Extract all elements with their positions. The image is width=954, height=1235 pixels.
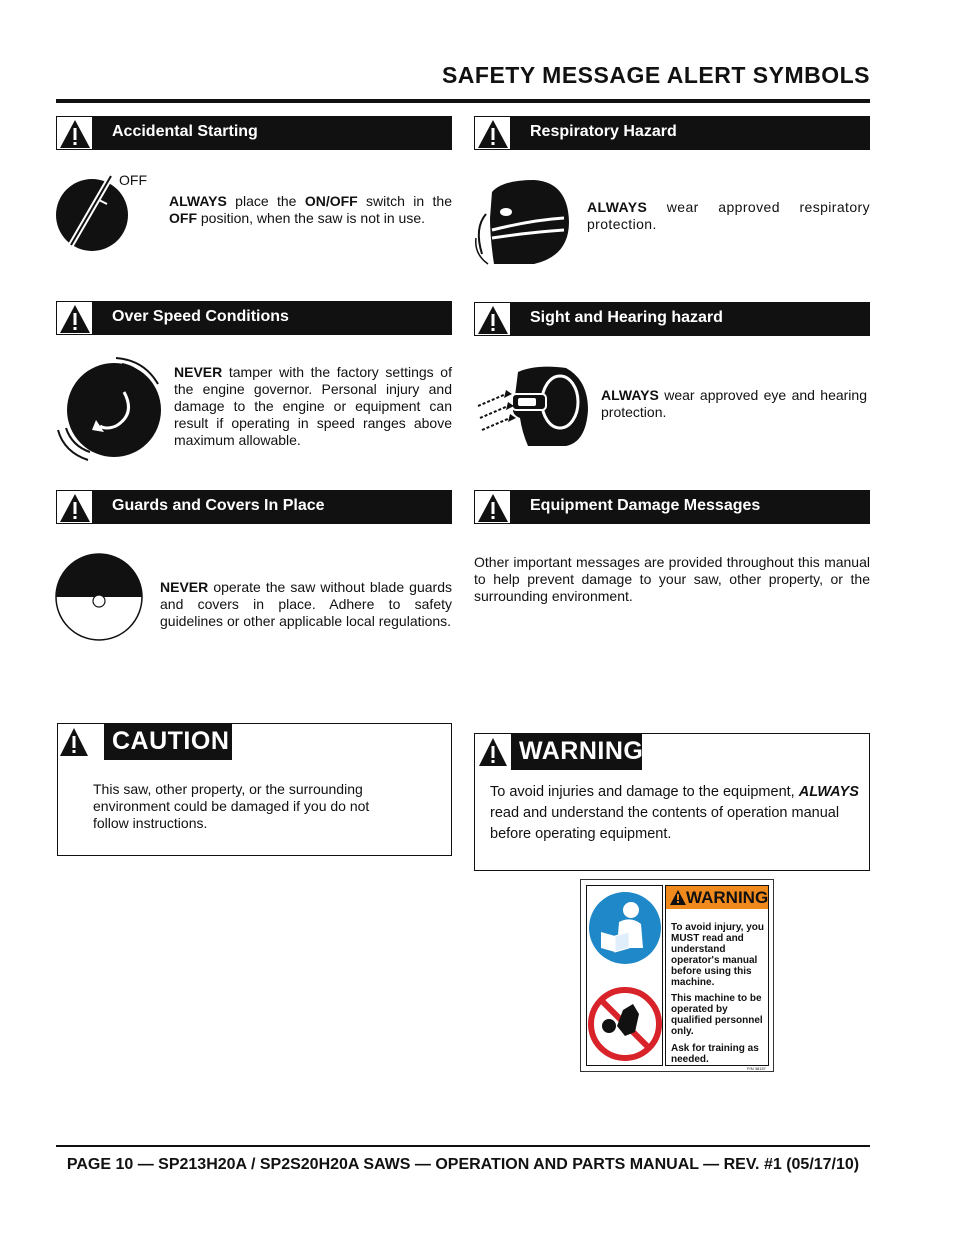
section-title: Sight and Hearing hazard [530,309,723,326]
decal-line2: This machine to be operated by qualified personnel only. [671,993,763,1037]
text-part: switch in the [357,193,452,209]
alert-triangle-icon [474,116,511,150]
caution-signal-bar [58,724,232,760]
warning-text [490,782,864,845]
sight-hearing-text [601,387,867,421]
alert-triangle-icon [56,116,93,150]
respirator-icon [472,178,572,266]
decal-alert-icon [669,889,687,906]
decal-line3: Ask for training as needed. [671,1043,759,1065]
lead-word: NEVER [174,364,223,380]
section-bar-guards-covers [56,490,452,524]
lead-word: NEVER [160,579,209,595]
text-part: tamper with the factory settings of the engine governor. Personal injury and damage to the engine or equipment can result if operating in speed ranges above maximum allowable. [174,364,452,448]
bold-part: OFF [169,210,197,226]
accidental-starting-text [169,193,452,227]
decal-part-number: P/N 38157 [747,1066,766,1071]
text-part: wear approved eye and hearing protection. [601,387,867,420]
section-title: Equipment Damage Messages [530,497,761,514]
caution-word: CAUTION [112,727,230,755]
equipment-damage-text: Other important messages are provided throughout this manual to help prevent damage to your saw, other property, or the surrounding environment. [474,554,870,604]
text-part: position, when the saw is not in use. [197,210,426,226]
alert-triangle-icon [56,490,93,524]
warning-word: WARNING [519,737,644,765]
respiratory-text [587,199,870,233]
section-title: Respiratory Hazard [530,123,677,140]
warning-signal-bar [475,734,642,770]
over-speed-text [174,364,452,449]
section-bar-respiratory-hazard [474,116,870,150]
section-bar-over-speed [56,301,452,335]
lead-word: ALWAYS [601,387,659,403]
page-footer: PAGE 10 — SP213H20A / SP2S20H20A SAWS — OPERATION AND PARTS MANUAL — REV. #1 (05/17/10) [66,1156,860,1173]
title-rule [56,99,870,103]
alert-triangle-icon [475,734,511,770]
section-bar-sight-hearing [474,302,870,336]
decal-line1: To avoid injury, you MUST read and understand operator's manual before using this machine. [671,922,764,988]
off-switch-icon [55,170,165,254]
lead-word: ALWAYS [169,193,227,209]
goggles-earmuff-icon [470,364,594,450]
footer-rule [56,1145,870,1147]
page-title: SAFETY MESSAGE ALERT SYMBOLS [441,62,870,88]
lead-word: ALWAYS [587,199,648,215]
text-part: place the [226,193,305,209]
text-part: wear approved respiratory protection. [587,199,870,232]
off-label: OFF [119,172,147,188]
caution-text: This saw, other property, or the surrounding environment could be damaged if you do not follow instructions. [93,781,370,831]
alert-triangle-icon [474,302,511,336]
decal-header [666,886,768,909]
alert-triangle-icon [56,301,93,335]
section-bar-equipment-damage [474,490,870,524]
alert-triangle-icon [58,724,104,760]
alert-triangle-icon [474,490,511,524]
warning-box [474,733,870,871]
section-title: Guards and Covers In Place [112,497,325,514]
section-title: Accidental Starting [112,123,258,140]
speed-dial-icon [54,354,166,462]
guards-covers-text [160,579,452,630]
decal-header-word: WARNING [686,888,769,907]
blade-guard-icon [55,551,145,641]
bold-part: ON/OFF [304,193,358,209]
section-title: Over Speed Conditions [112,308,289,325]
decal-text-panel [665,885,769,1066]
caution-box [57,723,452,856]
text-part: To avoid injuries and damage to the equipment, [490,784,799,800]
warning-decal [580,879,774,1072]
text-part: operate the saw without blade guards and covers in place. Adhere to safety guidelines or other applicable local regulations. [160,579,452,629]
section-bar-accidental-starting [56,116,452,150]
decal-pictogram-panel [586,885,663,1066]
text-part: read and understand the contents of operation manual before operating equipment. [490,805,840,842]
emphasis-word: ALWAYS [798,784,859,800]
read-manual-icon [587,886,662,1065]
